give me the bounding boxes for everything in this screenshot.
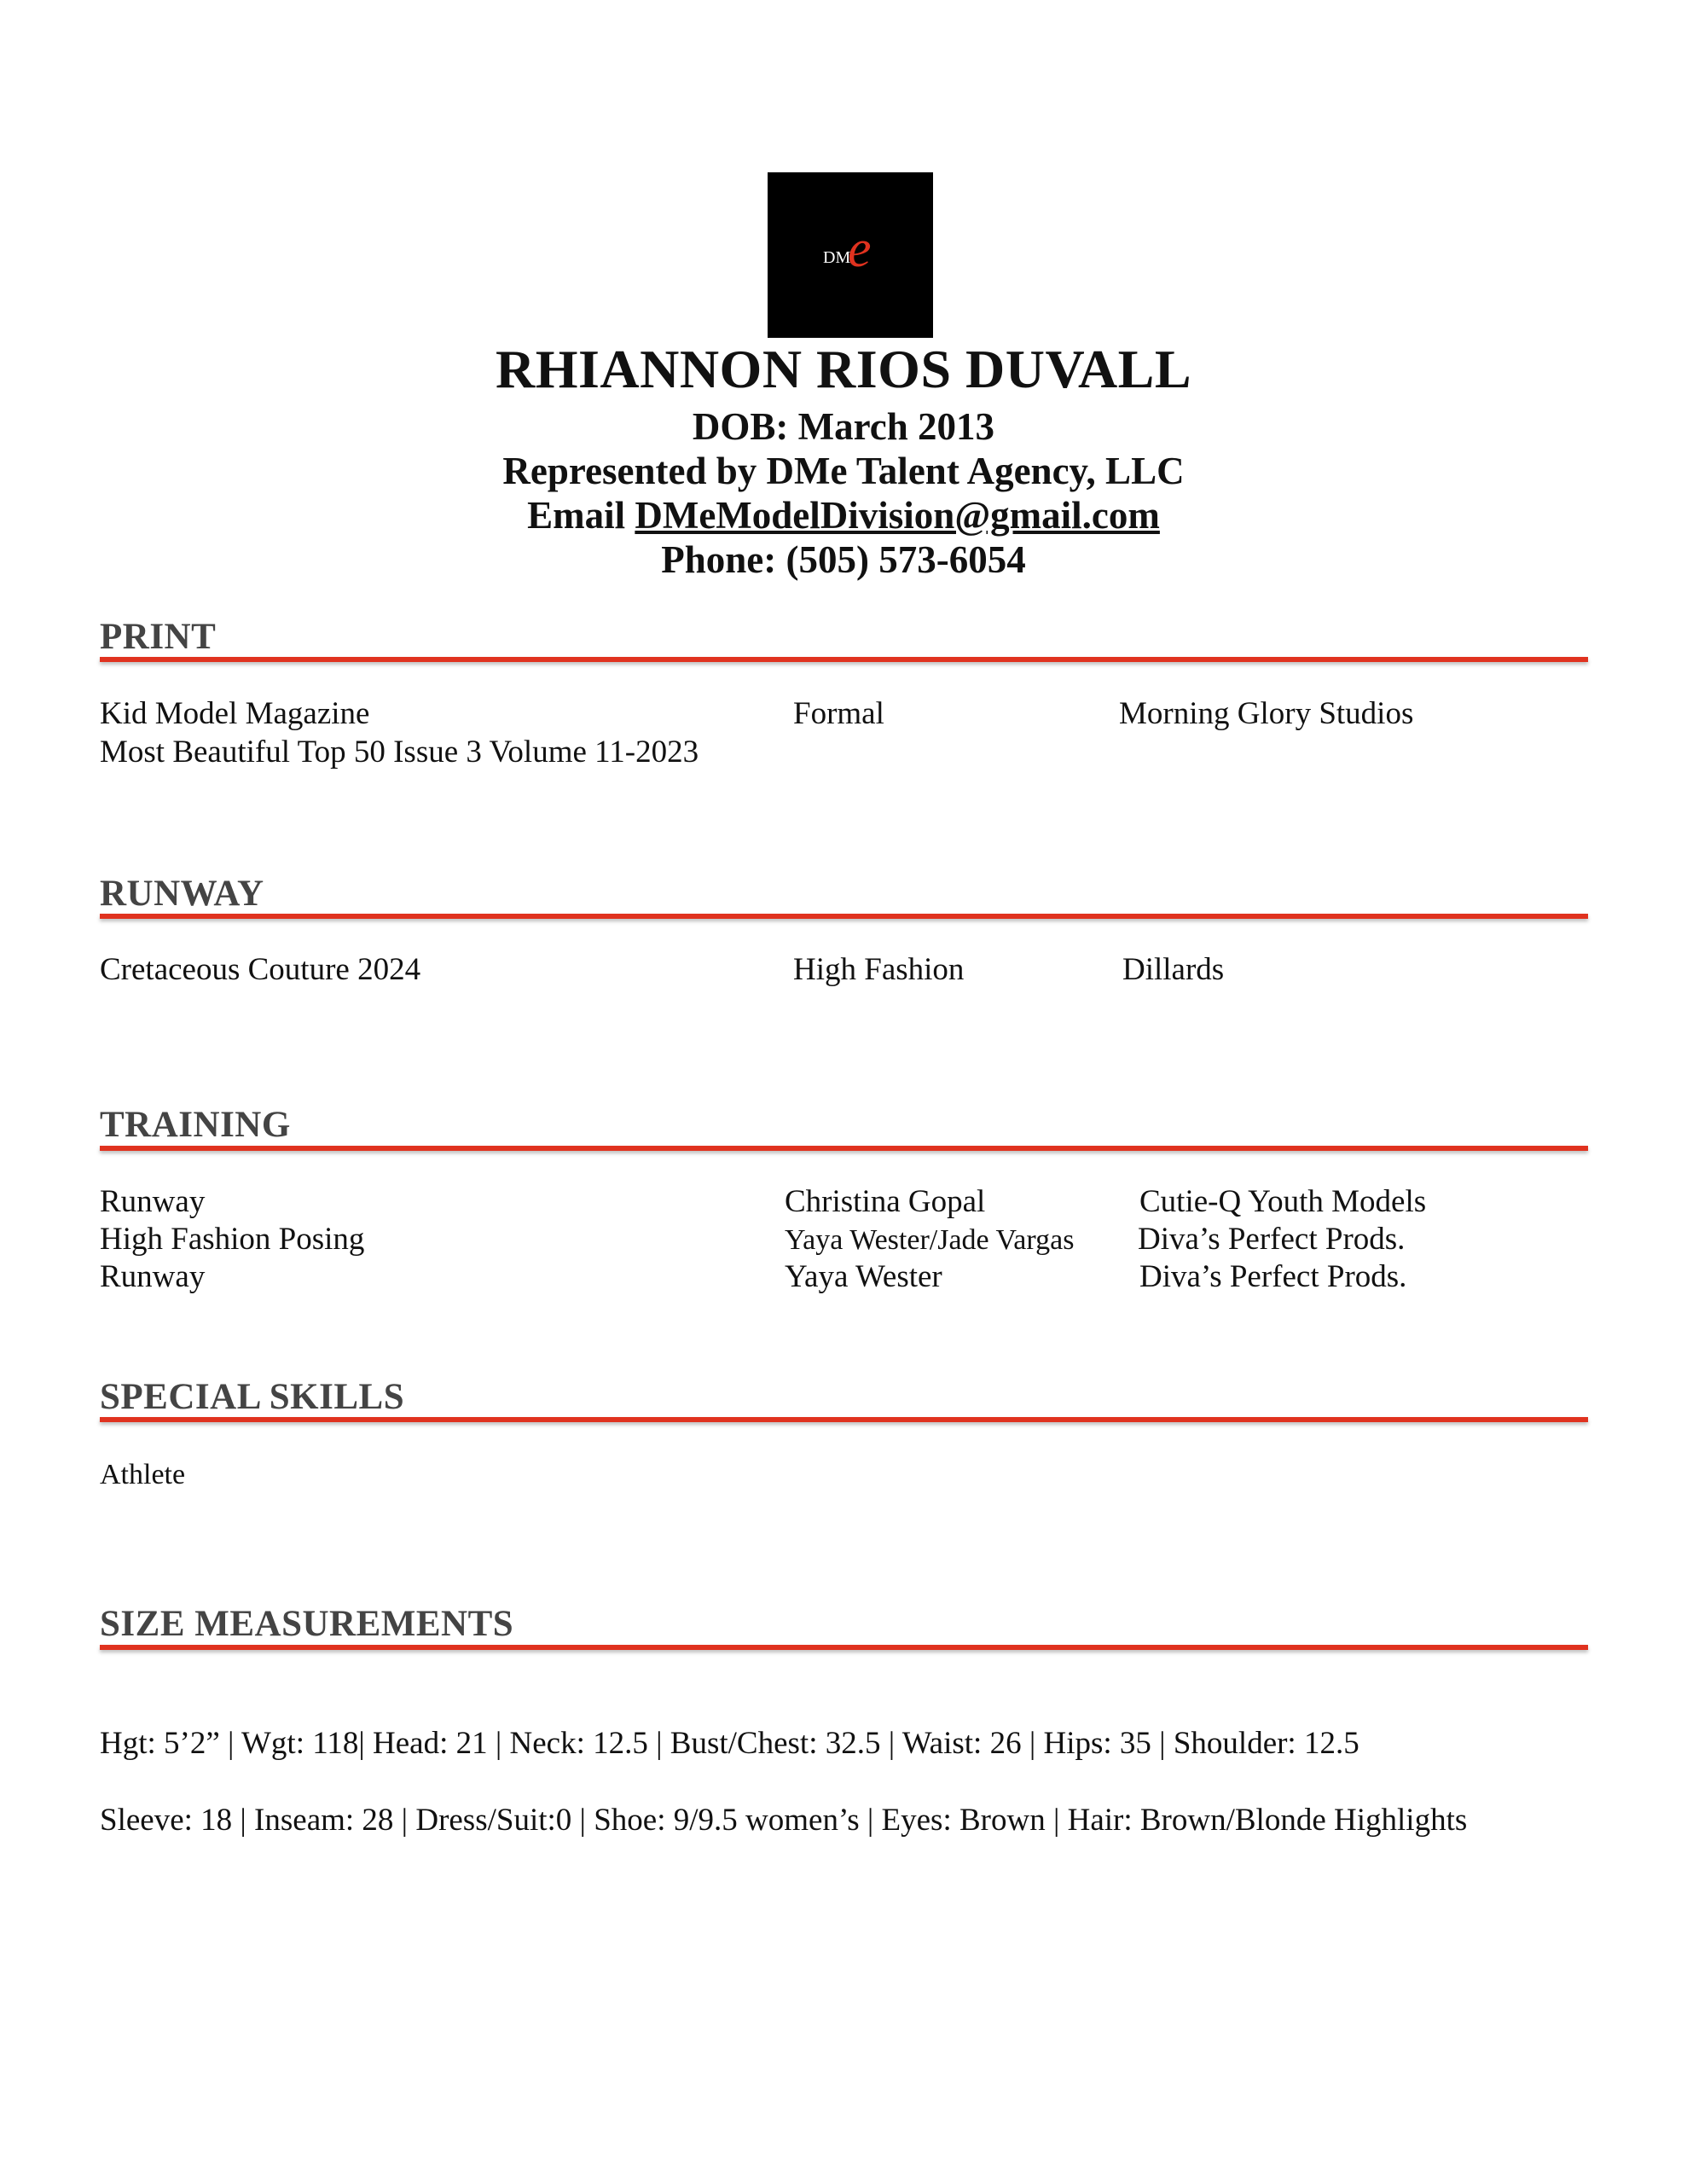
section-title-runway: RUNWAY: [100, 874, 264, 914]
print-company: Morning Glory Studios: [1119, 696, 1414, 731]
section-divider: [100, 657, 1588, 662]
email-label: Email: [527, 494, 635, 537]
section-title-training: TRAINING: [100, 1105, 291, 1145]
runway-credit: Cretaceous Couture 2024: [100, 952, 421, 987]
measurements-line-1: Hgt: 5’2” | Wgt: 118| Head: 21 | Neck: 12.5 | Bust/Chest: 32.5 | Waist: 26 | Hips: 35 | Shoulder: 12.5: [100, 1726, 1359, 1761]
email-line: [0, 493, 1687, 537]
section-title-size-measurements: SIZE MEASUREMENTS: [100, 1604, 514, 1644]
training-school: Diva’s Perfect Prods.: [1139, 1259, 1407, 1294]
print-credit: Kid Model Magazine: [100, 696, 370, 731]
training-instructor: Yaya Wester/Jade Vargas: [785, 1224, 1075, 1256]
skill-item: Athlete: [100, 1459, 186, 1490]
model-name: RHIANNON RIOS DUVALL: [495, 339, 1192, 399]
runway-company: Dillards: [1122, 952, 1225, 987]
section-divider: [100, 1645, 1588, 1650]
section-title-special-skills: SPECIAL SKILLS: [100, 1377, 405, 1417]
training-instructor: Christina Gopal: [785, 1184, 986, 1219]
print-category: Formal: [793, 696, 884, 731]
training-instructor: Yaya Wester: [785, 1259, 942, 1294]
section-divider: [100, 914, 1588, 919]
email-link[interactable]: DMeModelDivision@gmail.com: [635, 494, 1160, 537]
dme-logo-mark: [768, 172, 933, 338]
measurements-line-2: Sleeve: 18 | Inseam: 28 | Dress/Suit:0 | Shoe: 9/9.5 women’s | Eyes: Brown | Hair: Brown/Blonde Highlights: [100, 1803, 1468, 1838]
training-course: Runway: [100, 1259, 206, 1294]
print-credit: Most Beautiful Top 50 Issue 3 Volume 11-2023: [100, 735, 699, 770]
logo-e-text: e: [848, 220, 872, 278]
training-course: Runway: [100, 1184, 206, 1219]
logo-dm-text: DM: [823, 248, 851, 267]
agency-logo: [768, 172, 933, 338]
resume-header: [0, 334, 1687, 582]
training-school: Cutie-Q Youth Models: [1139, 1184, 1427, 1219]
dob-line: DOB: March 2013: [692, 405, 995, 448]
runway-category: High Fashion: [793, 952, 965, 987]
section-divider: [100, 1146, 1588, 1151]
section-divider: [100, 1417, 1588, 1422]
training-school: Diva’s Perfect Prods.: [1138, 1222, 1406, 1257]
section-title-print: PRINT: [100, 617, 217, 657]
represented-line: Represented by DMe Talent Agency, LLC: [502, 450, 1185, 492]
training-course: High Fashion Posing: [100, 1222, 365, 1257]
phone-line: Phone: (505) 573-6054: [661, 538, 1026, 581]
